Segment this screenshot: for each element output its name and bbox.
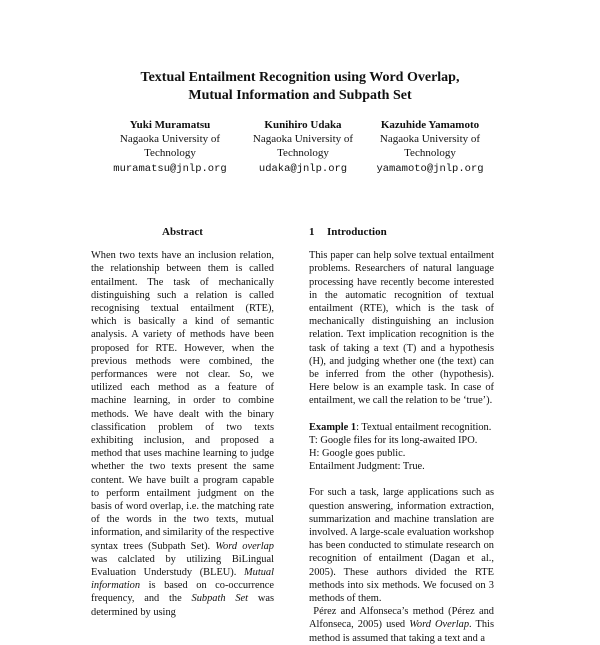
- example-hypothesis: H: Google goes public.: [309, 448, 406, 460]
- section-heading: [309, 226, 494, 239]
- author-name: Kunihiro Udaka: [264, 119, 342, 131]
- example-text: T: Google files for its long-awaited IPO.: [309, 434, 478, 446]
- author-name: Yuki Muramatsu: [129, 119, 211, 131]
- author-block: [95, 118, 245, 176]
- introduction-column: [309, 226, 494, 645]
- author-email: udaka@jnlp.org: [258, 163, 348, 175]
- section-number: 1: [309, 226, 315, 238]
- title-line-1: Textual Entailment Recognition using Word Overlap,: [140, 70, 460, 85]
- paper-title: [0, 69, 600, 105]
- author-affiliation: Technology: [277, 147, 329, 159]
- author-name: Kazuhide Yamamoto: [380, 119, 480, 131]
- intro-paragraph: This paper can help solve textual entailment problems. Researchers of natural language processing have recently become interested in the automatic recognition of textual entailment (RTE), which is the task of mechanically distinguishing an inclusion relation. Text implication recognition is the task of taking a text (T) and a hypothesis (H), and judging whether one (the text) can be inferred from the other (hypothesis). Here below is an example task. In case of entailment, we call the relation to be ‘true’).: [309, 250, 494, 407]
- author-affiliation: Technology: [144, 147, 196, 159]
- author-email: yamamoto@jnlp.org: [376, 163, 484, 175]
- author-block: [355, 118, 505, 176]
- abstract-column: [91, 226, 274, 619]
- author-email: muramatsu@jnlp.org: [113, 163, 227, 175]
- author-affiliation: Nagaoka University of: [119, 133, 221, 145]
- author-affiliation: Nagaoka University of: [252, 133, 354, 145]
- example-title: Example 1: Textual entailment recognition.: [309, 421, 492, 433]
- title-line-2: Mutual Information and Subpath Set: [188, 88, 412, 103]
- abstract-text: When two texts have an inclusion relation, the relationship between them is called entailment. The task of mechanically distinguishing such a relation is called recognising textual entailment (RTE), which is basically a kind of semantic analysis. A variety of methods have been proposed for RTE. However, when the previous methods were combined, the performances were not clear. So, we utilized each method as a feature of machine learning, in order to combine methods. We have dealt with the binary classification problem of two texts exhibiting inclusion, and proposed a method that uses machine learning to judge whether the two texts present the same content. We have built a program capable to perform entailment judgment on the basis of word overlap, i.e. the matching rate of the words in the two texts, mutual information, and similarity of the respective syntax trees (Subpath Set). Word overlap was calclated by utilizing BiLingual Evaluation Understudy (BLEU). Mutual information is based on co-occurrence frequency, and the Subpath Set was determined by using: [91, 250, 275, 618]
- author-affiliation: Technology: [404, 147, 456, 159]
- intro-paragraph: Pérez and Alfonseca’s method (Pérez and Alfonseca, 2005) used Word Overlap. This method is assumed that taking a text and a: [309, 606, 494, 644]
- section-title: Introduction: [327, 226, 387, 238]
- intro-paragraph: For such a task, large applications such as question answering, information extraction, summarization and machine translation are involved. A large-scale evaluation workshop has been conducted to stimulate research on recognition of entailment (Dagan et al., 2005). These authors divided the RTE methods into six methods. We focused on 3 methods of them.: [309, 487, 494, 605]
- author-affiliation: Nagaoka University of: [379, 133, 481, 145]
- example-judgment: Entailment Judgment: True.: [309, 461, 425, 473]
- example-block: [309, 421, 494, 474]
- abstract-heading: Abstract: [162, 226, 203, 238]
